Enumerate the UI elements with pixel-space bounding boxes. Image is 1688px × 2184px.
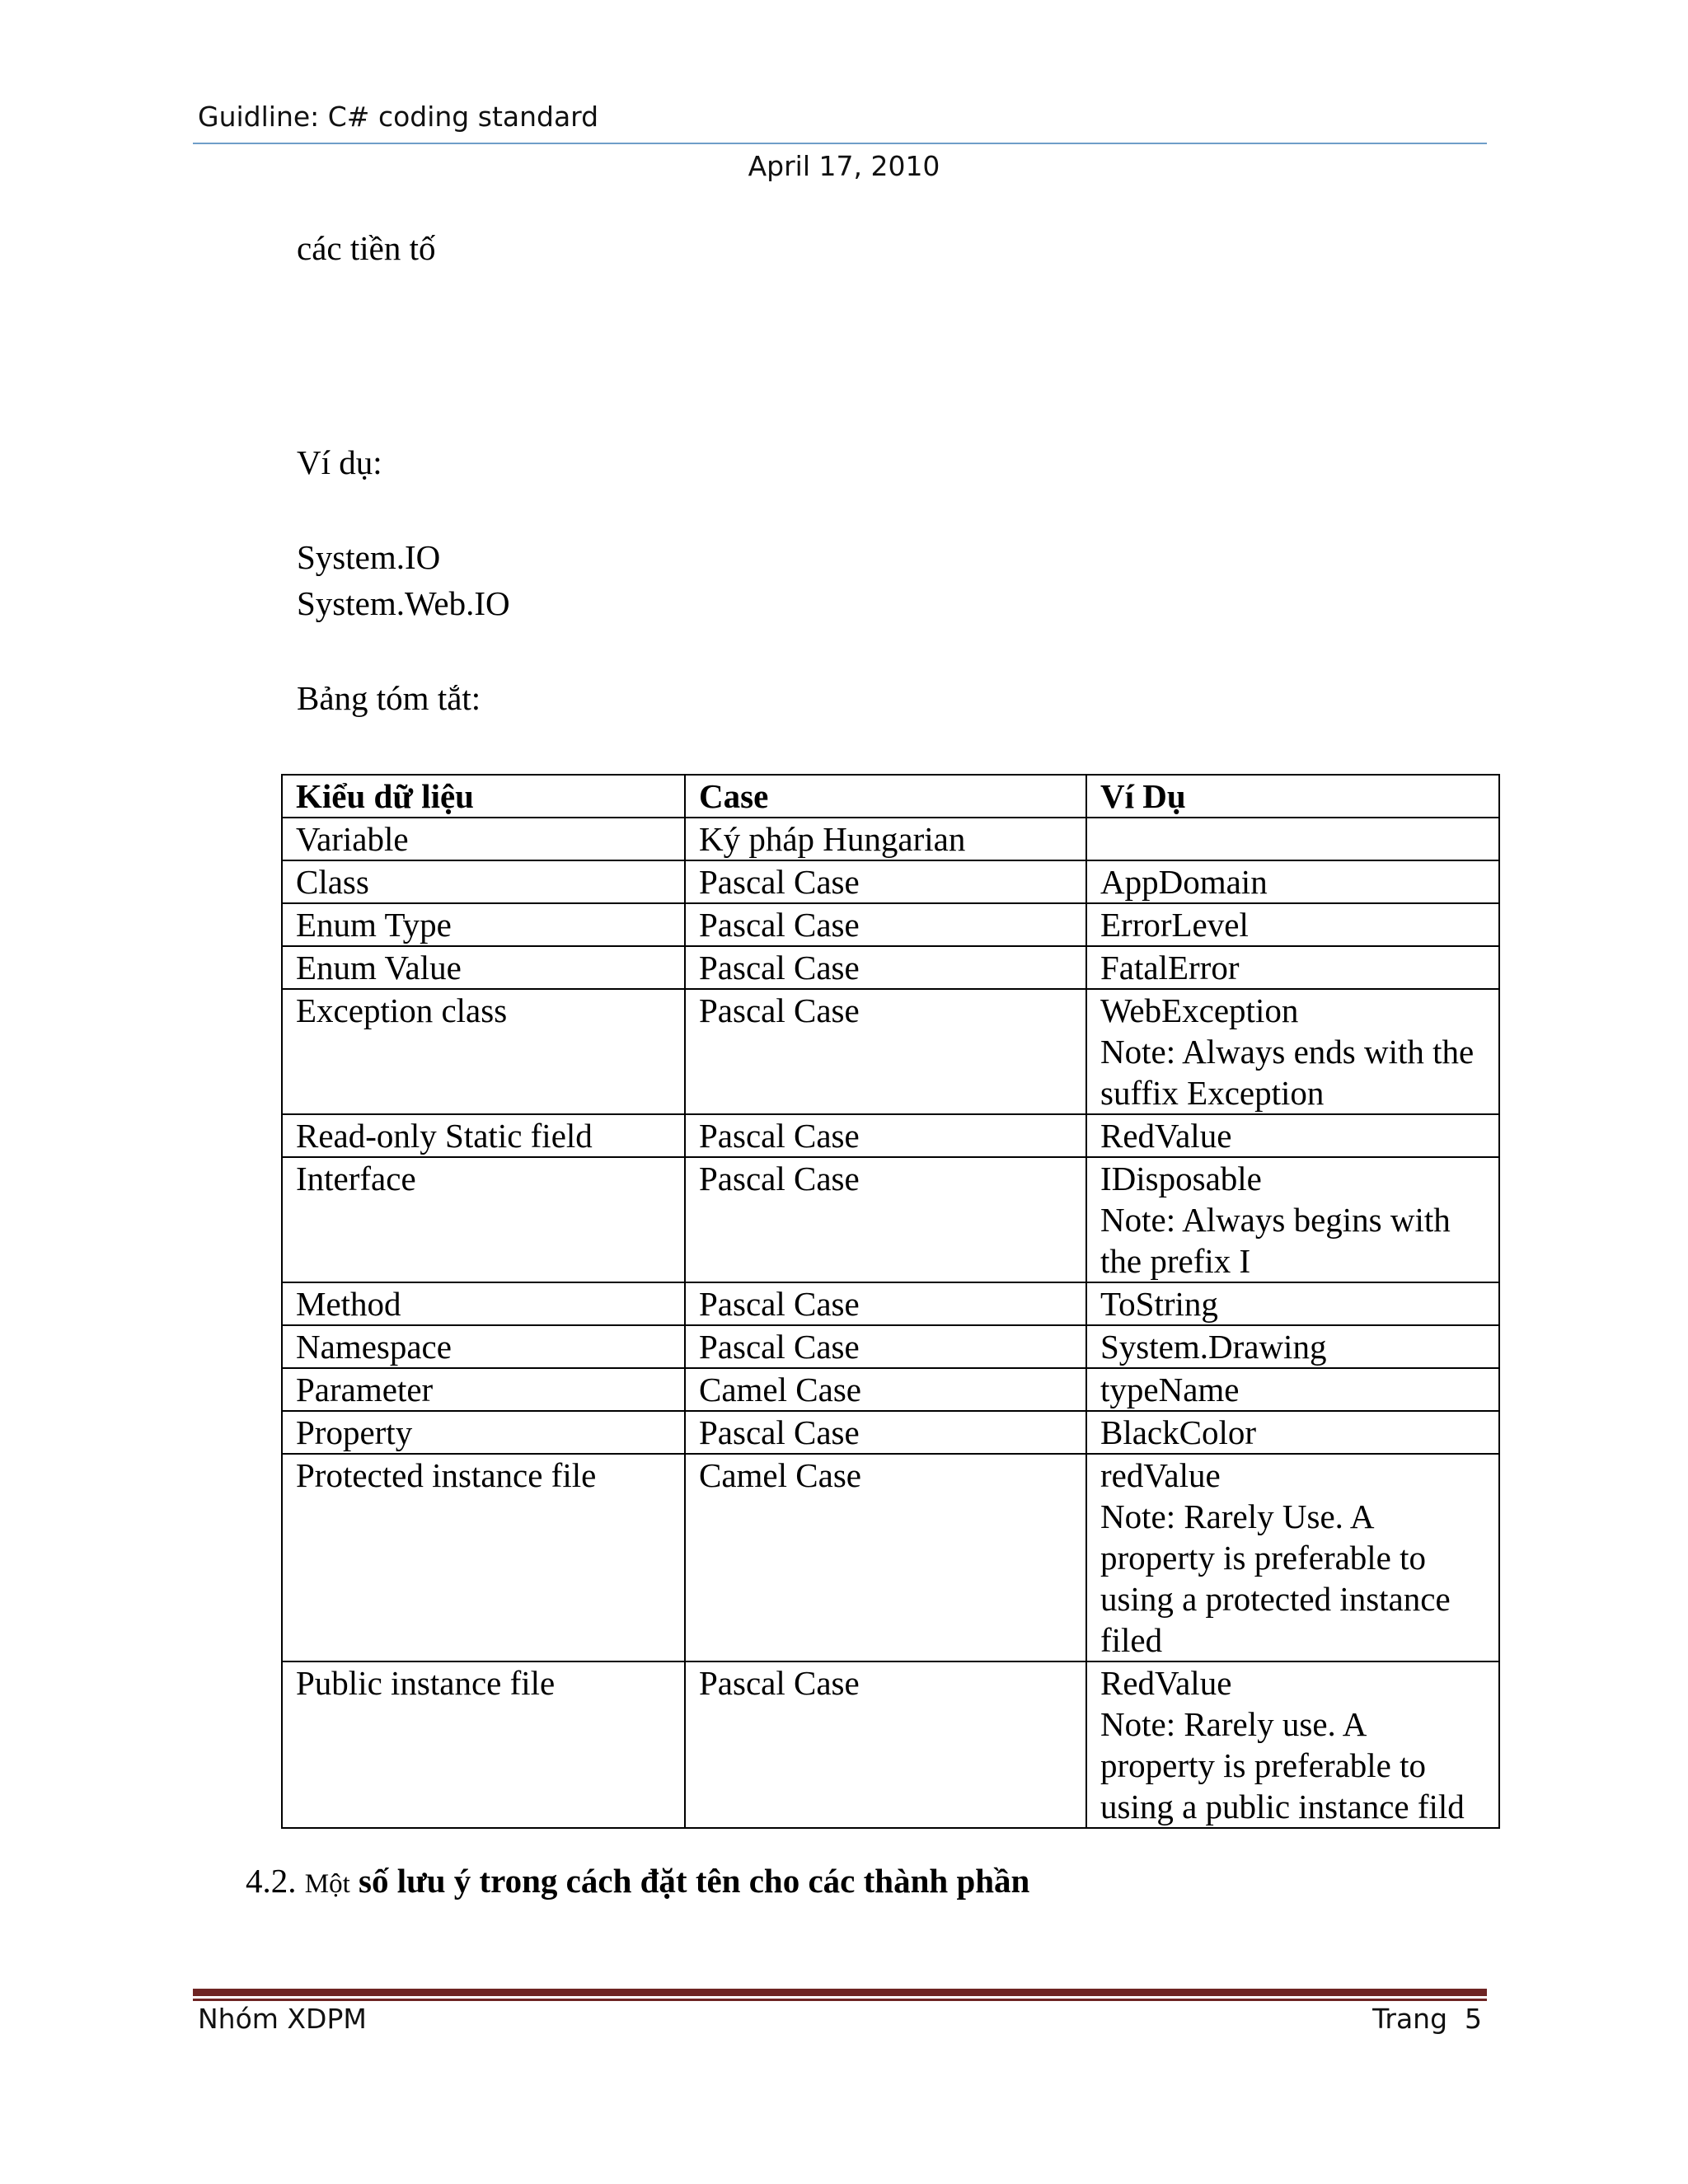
table-row <box>282 1325 1499 1368</box>
header-cell-example: Ví Dụ <box>1086 775 1499 818</box>
table-row <box>282 1114 1499 1157</box>
cell-example <box>1086 1454 1499 1661</box>
table-row <box>282 818 1499 860</box>
cell-example <box>1086 1282 1499 1325</box>
cell-type: Class <box>282 860 685 903</box>
example-system-web-io: System.Web.IO <box>297 584 510 622</box>
header-date: April 17, 2010 <box>748 150 940 182</box>
section-title: số lưu ý trong cách đặt tên cho các thành phần <box>359 1862 1030 1900</box>
table-row <box>282 989 1499 1114</box>
example-label: Ví dụ: <box>297 443 382 481</box>
cell-case: Pascal Case <box>685 1411 1086 1454</box>
example-value: IDisposable <box>1100 1160 1262 1197</box>
footer-divider-thin <box>193 1999 1487 2001</box>
example-value: System.Drawing <box>1100 1328 1327 1366</box>
example-value: FatalError <box>1100 949 1240 987</box>
cell-case: Pascal Case <box>685 1282 1086 1325</box>
table-row <box>282 946 1499 989</box>
cell-case: Pascal Case <box>685 946 1086 989</box>
cell-type: Protected instance file <box>282 1454 685 1661</box>
cell-example <box>1086 1411 1499 1454</box>
example-value <box>1100 818 1485 860</box>
example-note: Note: Rarely Use. A property is preferable to using a protected instance filed <box>1100 1497 1451 1659</box>
cell-example <box>1086 903 1499 946</box>
cell-case: Ký pháp Hungarian <box>685 818 1086 860</box>
header-cell-type: Kiểu dữ liệu <box>282 775 685 818</box>
footer-divider-thick <box>193 1989 1487 1996</box>
cell-case: Pascal Case <box>685 1325 1086 1368</box>
cell-type: Public instance file <box>282 1661 685 1828</box>
cell-type: Method <box>282 1282 685 1325</box>
example-value: WebException <box>1100 991 1299 1029</box>
body-line-prefixes: các tiền tố <box>297 229 436 267</box>
cell-case: Pascal Case <box>685 1157 1086 1282</box>
example-value: BlackColor <box>1100 1413 1257 1451</box>
cell-example <box>1086 1661 1499 1828</box>
cell-type: Enum Type <box>282 903 685 946</box>
table-row <box>282 1368 1499 1411</box>
table-row <box>282 1157 1499 1282</box>
cell-case: Pascal Case <box>685 860 1086 903</box>
table-row <box>282 1411 1499 1454</box>
cell-type: Variable <box>282 818 685 860</box>
example-note: Note: Rarely use. A property is preferable to using a public instance fild <box>1100 1705 1465 1825</box>
header-title: Guidline: C# coding standard <box>198 101 599 133</box>
table-row <box>282 1282 1499 1325</box>
table-header-row <box>282 775 1499 818</box>
example-note: Note: Always ends with the suffix Exception <box>1100 1033 1475 1112</box>
example-value: RedValue <box>1100 1117 1232 1155</box>
example-value: typeName <box>1100 1371 1240 1408</box>
cell-example <box>1086 1157 1499 1282</box>
example-note: Note: Always begins with the prefix I <box>1100 1201 1451 1280</box>
cell-type: Namespace <box>282 1325 685 1368</box>
cell-case: Camel Case <box>685 1454 1086 1661</box>
cell-example <box>1086 818 1499 860</box>
section-number: 4.2. <box>246 1862 297 1900</box>
cell-example <box>1086 989 1499 1114</box>
cell-type: Parameter <box>282 1368 685 1411</box>
cell-type: Enum Value <box>282 946 685 989</box>
header-cell-case: Case <box>685 775 1086 818</box>
cell-case: Camel Case <box>685 1368 1086 1411</box>
section-small-word: Một <box>304 1869 350 1899</box>
cell-type: Read-only Static field <box>282 1114 685 1157</box>
table-row <box>282 860 1499 903</box>
cell-type: Property <box>282 1411 685 1454</box>
cell-case: Pascal Case <box>685 1114 1086 1157</box>
cell-example <box>1086 860 1499 903</box>
example-system-io: System.IO <box>297 538 441 576</box>
footer-page-number: Trang 5 <box>1372 2003 1482 2035</box>
example-value: AppDomain <box>1100 863 1268 901</box>
summary-label: Bảng tóm tắt: <box>297 679 481 717</box>
cell-type: Interface <box>282 1157 685 1282</box>
table-row <box>282 903 1499 946</box>
example-value: RedValue <box>1100 1664 1232 1702</box>
cell-case: Pascal Case <box>685 903 1086 946</box>
summary-table <box>281 774 1500 1829</box>
cell-case: Pascal Case <box>685 1661 1086 1828</box>
example-value: redValue <box>1100 1456 1221 1494</box>
example-value: ErrorLevel <box>1100 906 1249 944</box>
example-value: ToString <box>1100 1285 1218 1323</box>
table-row <box>282 1661 1499 1828</box>
footer-group: Nhóm XDPM <box>198 2003 367 2035</box>
table-row <box>282 1454 1499 1661</box>
header-divider <box>193 143 1487 144</box>
cell-example <box>1086 1114 1499 1157</box>
cell-case: Pascal Case <box>685 989 1086 1114</box>
cell-example <box>1086 1325 1499 1368</box>
cell-type: Exception class <box>282 989 685 1114</box>
cell-example <box>1086 946 1499 989</box>
cell-example <box>1086 1368 1499 1411</box>
section-heading <box>246 1861 1029 1900</box>
